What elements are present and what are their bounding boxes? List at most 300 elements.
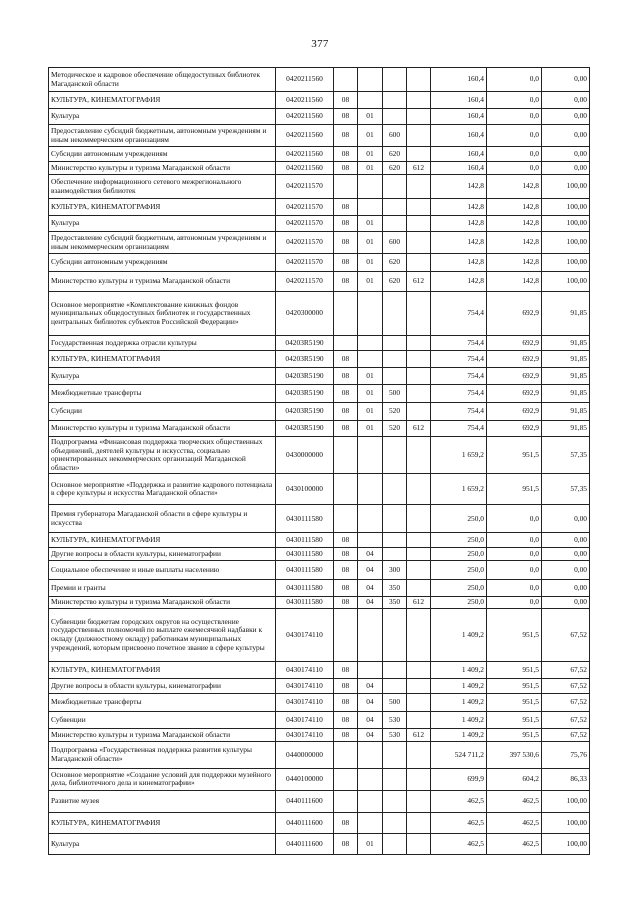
row-expense-type-cell: 350 <box>383 597 407 609</box>
row-subsection-cell: 01 <box>358 272 383 292</box>
row-expense-type-cell: 620 <box>383 162 407 175</box>
table-row <box>49 175 590 199</box>
row-admin-code-cell <box>407 580 431 597</box>
row-name-cell: Подпрограмма «Финансовая поддержка творческих общественных объединений, деятелей культуры и искусства, социально ориентированных некоммерческих организаций Магаданской области» <box>49 437 276 474</box>
row-code-cell: 0420211570 <box>276 272 334 292</box>
row-planned-cell: 160,4 <box>431 109 487 125</box>
row-expense-type-cell <box>383 812 407 833</box>
row-section-cell: 08 <box>334 711 358 728</box>
row-admin-code-cell <box>407 199 431 216</box>
row-section-cell <box>334 768 358 790</box>
row-planned-cell: 142,8 <box>431 175 487 199</box>
page-number: 377 <box>311 38 329 50</box>
row-admin-code-cell: 612 <box>407 597 431 609</box>
row-section-cell: 08 <box>334 109 358 125</box>
row-executed-cell: 0,0 <box>487 92 542 109</box>
row-percent-cell: 0,00 <box>542 597 590 609</box>
row-code-cell: 0440111600 <box>276 833 334 854</box>
row-percent-cell: 100,00 <box>542 272 590 292</box>
row-expense-type-cell: 530 <box>383 711 407 728</box>
row-section-cell: 08 <box>334 421 358 437</box>
row-subsection-cell <box>358 790 383 812</box>
row-name-cell: КУЛЬТУРА, КИНЕМАТОГРАФИЯ <box>49 92 276 109</box>
row-planned-cell: 250,0 <box>431 548 487 561</box>
row-section-cell: 08 <box>334 548 358 561</box>
row-section-cell <box>334 790 358 812</box>
row-planned-cell: 160,4 <box>431 125 487 147</box>
row-subsection-cell: 04 <box>358 561 383 580</box>
row-expense-type-cell <box>383 474 407 505</box>
row-subsection-cell: 01 <box>358 216 383 232</box>
row-percent-cell: 0,00 <box>542 68 590 92</box>
row-code-cell: 0420211570 <box>276 199 334 216</box>
row-subsection-cell: 01 <box>358 109 383 125</box>
row-subsection-cell: 01 <box>358 833 383 854</box>
row-name-cell: Основное мероприятие «Поддержка и развитие кадрового потенциала в сфере культуры и искусства Магаданской области» <box>49 474 276 505</box>
row-percent-cell: 86,33 <box>542 768 590 790</box>
row-percent-cell: 0,00 <box>542 147 590 162</box>
table-row <box>49 92 590 109</box>
row-name-cell: Основное мероприятие «Создание условий для поддержки музейного дела, библиотечного дела и кинематографии» <box>49 768 276 790</box>
row-expense-type-cell <box>383 216 407 232</box>
row-admin-code-cell <box>407 368 431 385</box>
row-code-cell: 0430174110 <box>276 661 334 678</box>
row-section-cell: 08 <box>334 812 358 833</box>
row-subsection-cell <box>358 437 383 474</box>
row-expense-type-cell: 530 <box>383 728 407 741</box>
table-row <box>49 421 590 437</box>
row-section-cell: 08 <box>334 693 358 711</box>
row-executed-cell: 0,0 <box>487 561 542 580</box>
row-subsection-cell <box>358 608 383 661</box>
row-percent-cell: 100,00 <box>542 812 590 833</box>
row-planned-cell: 250,0 <box>431 561 487 580</box>
row-planned-cell: 142,8 <box>431 232 487 254</box>
row-executed-cell: 462,5 <box>487 812 542 833</box>
row-code-cell: 0420211570 <box>276 254 334 272</box>
row-percent-cell: 91,85 <box>542 368 590 385</box>
row-code-cell: 0420211560 <box>276 162 334 175</box>
row-subsection-cell: 01 <box>358 147 383 162</box>
row-code-cell: 0430174110 <box>276 678 334 693</box>
row-expense-type-cell: 620 <box>383 272 407 292</box>
table-row <box>49 693 590 711</box>
row-executed-cell: 142,8 <box>487 272 542 292</box>
row-percent-cell: 0,00 <box>542 162 590 175</box>
row-subsection-cell: 04 <box>358 728 383 741</box>
row-subsection-cell <box>358 812 383 833</box>
row-planned-cell: 250,0 <box>431 580 487 597</box>
table-row <box>49 678 590 693</box>
row-name-cell: Культура <box>49 833 276 854</box>
row-executed-cell: 692,9 <box>487 403 542 421</box>
row-name-cell: Министерство культуры и туризма Магаданской области <box>49 421 276 437</box>
row-planned-cell: 1 409,2 <box>431 693 487 711</box>
row-admin-code-cell <box>407 437 431 474</box>
row-subsection-cell: 01 <box>358 254 383 272</box>
row-subsection-cell <box>358 292 383 336</box>
row-section-cell: 08 <box>334 199 358 216</box>
row-code-cell: 0440111600 <box>276 812 334 833</box>
row-executed-cell: 462,5 <box>487 790 542 812</box>
row-executed-cell: 951,5 <box>487 728 542 741</box>
row-executed-cell: 692,9 <box>487 292 542 336</box>
row-percent-cell: 67,52 <box>542 661 590 678</box>
row-expense-type-cell <box>383 336 407 351</box>
row-admin-code-cell: 612 <box>407 272 431 292</box>
row-code-cell: 0430174110 <box>276 693 334 711</box>
row-executed-cell: 951,5 <box>487 437 542 474</box>
row-name-cell: Субсидии автономным учреждениям <box>49 254 276 272</box>
row-executed-cell: 951,5 <box>487 661 542 678</box>
table-row <box>49 232 590 254</box>
row-code-cell: 0430111580 <box>276 505 334 533</box>
table-row <box>49 561 590 580</box>
row-code-cell: 0430174110 <box>276 711 334 728</box>
table-row <box>49 580 590 597</box>
row-admin-code-cell <box>407 812 431 833</box>
row-subsection-cell <box>358 768 383 790</box>
row-admin-code-cell <box>407 336 431 351</box>
row-section-cell: 08 <box>334 661 358 678</box>
row-code-cell: 0430174110 <box>276 728 334 741</box>
row-name-cell: Культура <box>49 109 276 125</box>
row-planned-cell: 462,5 <box>431 812 487 833</box>
row-planned-cell: 754,4 <box>431 336 487 351</box>
row-expense-type-cell: 300 <box>383 561 407 580</box>
row-percent-cell: 0,00 <box>542 548 590 561</box>
row-admin-code-cell <box>407 175 431 199</box>
row-admin-code-cell <box>407 68 431 92</box>
row-planned-cell: 699,9 <box>431 768 487 790</box>
row-executed-cell: 951,5 <box>487 474 542 505</box>
table-row <box>49 147 590 162</box>
table-row <box>49 548 590 561</box>
row-expense-type-cell <box>383 109 407 125</box>
row-section-cell: 08 <box>334 368 358 385</box>
row-executed-cell: 0,0 <box>487 162 542 175</box>
row-percent-cell: 100,00 <box>542 254 590 272</box>
row-subsection-cell: 01 <box>358 162 383 175</box>
table-row <box>49 505 590 533</box>
row-expense-type-cell: 500 <box>383 385 407 403</box>
row-percent-cell: 0,00 <box>542 109 590 125</box>
row-subsection-cell <box>358 505 383 533</box>
row-executed-cell: 692,9 <box>487 336 542 351</box>
row-code-cell: 0420300000 <box>276 292 334 336</box>
row-executed-cell: 951,5 <box>487 693 542 711</box>
row-code-cell: 0420211560 <box>276 68 334 92</box>
row-name-cell: КУЛЬТУРА, КИНЕМАТОГРАФИЯ <box>49 533 276 548</box>
row-section-cell: 08 <box>334 147 358 162</box>
table-row <box>49 741 590 768</box>
row-admin-code-cell <box>407 693 431 711</box>
row-subsection-cell: 04 <box>358 693 383 711</box>
row-percent-cell: 67,52 <box>542 608 590 661</box>
row-code-cell: 04203R5190 <box>276 421 334 437</box>
row-subsection-cell: 04 <box>358 711 383 728</box>
row-executed-cell: 0,0 <box>487 109 542 125</box>
row-code-cell: 0420211570 <box>276 216 334 232</box>
row-percent-cell: 57,35 <box>542 437 590 474</box>
row-section-cell <box>334 175 358 199</box>
table-row <box>49 812 590 833</box>
table-row <box>49 125 590 147</box>
row-subsection-cell: 04 <box>358 548 383 561</box>
row-admin-code-cell <box>407 741 431 768</box>
row-planned-cell: 1 409,2 <box>431 711 487 728</box>
row-expense-type-cell <box>383 741 407 768</box>
row-expense-type-cell <box>383 199 407 216</box>
row-name-cell: Культура <box>49 216 276 232</box>
row-code-cell: 0430111580 <box>276 561 334 580</box>
row-code-cell: 0440000000 <box>276 741 334 768</box>
row-expense-type-cell: 500 <box>383 693 407 711</box>
row-percent-cell: 67,52 <box>542 678 590 693</box>
table-row <box>49 109 590 125</box>
row-admin-code-cell <box>407 678 431 693</box>
row-percent-cell: 91,85 <box>542 421 590 437</box>
row-percent-cell: 0,00 <box>542 92 590 109</box>
table-row <box>49 368 590 385</box>
row-code-cell: 04203R5190 <box>276 385 334 403</box>
row-section-cell: 08 <box>334 561 358 580</box>
row-subsection-cell: 01 <box>358 368 383 385</box>
row-section-cell <box>334 741 358 768</box>
row-admin-code-cell <box>407 561 431 580</box>
row-section-cell <box>334 608 358 661</box>
row-planned-cell: 1 409,2 <box>431 728 487 741</box>
row-planned-cell: 1 409,2 <box>431 661 487 678</box>
row-name-cell: КУЛЬТУРА, КИНЕМАТОГРАФИЯ <box>49 661 276 678</box>
row-subsection-cell: 04 <box>358 597 383 609</box>
row-percent-cell: 91,85 <box>542 336 590 351</box>
row-planned-cell: 1 659,2 <box>431 437 487 474</box>
row-section-cell <box>334 474 358 505</box>
row-subsection-cell <box>358 351 383 368</box>
row-section-cell: 08 <box>334 678 358 693</box>
row-name-cell: Министерство культуры и туризма Магаданской области <box>49 272 276 292</box>
row-subsection-cell <box>358 661 383 678</box>
row-name-cell: КУЛЬТУРА, КИНЕМАТОГРАФИЯ <box>49 351 276 368</box>
row-percent-cell: 100,00 <box>542 790 590 812</box>
row-admin-code-cell <box>407 147 431 162</box>
row-executed-cell: 397 530,6 <box>487 741 542 768</box>
row-subsection-cell: 01 <box>358 403 383 421</box>
row-name-cell: Министерство культуры и туризма Магаданской области <box>49 162 276 175</box>
row-admin-code-cell <box>407 385 431 403</box>
row-subsection-cell <box>358 68 383 92</box>
row-code-cell: 04203R5190 <box>276 368 334 385</box>
row-expense-type-cell <box>383 608 407 661</box>
row-name-cell: Субсидии автономным учреждениям <box>49 147 276 162</box>
row-code-cell: 0420211560 <box>276 92 334 109</box>
row-expense-type-cell <box>383 790 407 812</box>
row-section-cell <box>334 336 358 351</box>
row-name-cell: Развитие музея <box>49 790 276 812</box>
row-executed-cell: 692,9 <box>487 351 542 368</box>
row-planned-cell: 160,4 <box>431 162 487 175</box>
row-executed-cell: 692,9 <box>487 385 542 403</box>
row-expense-type-cell: 520 <box>383 421 407 437</box>
table-row <box>49 336 590 351</box>
row-code-cell: 0420211560 <box>276 109 334 125</box>
row-executed-cell: 0,0 <box>487 548 542 561</box>
row-expense-type-cell <box>383 175 407 199</box>
row-executed-cell: 462,5 <box>487 833 542 854</box>
row-code-cell: 0430111580 <box>276 580 334 597</box>
row-subsection-cell: 04 <box>358 580 383 597</box>
row-expense-type-cell: 620 <box>383 147 407 162</box>
row-expense-type-cell <box>383 678 407 693</box>
row-admin-code-cell <box>407 711 431 728</box>
table-row <box>49 790 590 812</box>
row-planned-cell: 462,5 <box>431 833 487 854</box>
row-admin-code-cell <box>407 292 431 336</box>
row-admin-code-cell <box>407 790 431 812</box>
row-name-cell: Другие вопросы в области культуры, кинематографии <box>49 678 276 693</box>
row-name-cell: Субвенции <box>49 711 276 728</box>
row-executed-cell: 0,0 <box>487 68 542 92</box>
row-planned-cell: 142,8 <box>431 216 487 232</box>
table-row <box>49 351 590 368</box>
row-executed-cell: 142,8 <box>487 254 542 272</box>
row-code-cell: 0420211560 <box>276 125 334 147</box>
row-code-cell: 0420211560 <box>276 147 334 162</box>
row-name-cell: КУЛЬТУРА, КИНЕМАТОГРАФИЯ <box>49 812 276 833</box>
row-section-cell: 08 <box>334 125 358 147</box>
row-name-cell: Культура <box>49 368 276 385</box>
row-expense-type-cell <box>383 505 407 533</box>
row-percent-cell: 67,52 <box>542 693 590 711</box>
table-row <box>49 474 590 505</box>
row-planned-cell: 754,4 <box>431 421 487 437</box>
row-section-cell: 08 <box>334 403 358 421</box>
row-code-cell: 0420211570 <box>276 175 334 199</box>
row-planned-cell: 160,4 <box>431 92 487 109</box>
row-section-cell: 08 <box>334 351 358 368</box>
row-code-cell: 04203R5190 <box>276 336 334 351</box>
row-planned-cell: 250,0 <box>431 533 487 548</box>
row-subsection-cell <box>358 175 383 199</box>
row-name-cell: Премии и гранты <box>49 580 276 597</box>
row-percent-cell: 100,00 <box>542 216 590 232</box>
row-section-cell: 08 <box>334 216 358 232</box>
row-percent-cell: 0,00 <box>542 561 590 580</box>
row-subsection-cell <box>358 199 383 216</box>
row-section-cell: 08 <box>334 728 358 741</box>
row-executed-cell: 142,8 <box>487 216 542 232</box>
row-admin-code-cell <box>407 403 431 421</box>
row-expense-type-cell <box>383 292 407 336</box>
row-planned-cell: 160,4 <box>431 147 487 162</box>
row-percent-cell: 67,52 <box>542 728 590 741</box>
row-code-cell: 04203R5190 <box>276 403 334 421</box>
row-name-cell: Субвенции бюджетам городских округов на осуществление государственных полномочий по выплате ежемесячной надбавки к окладу (должностному окладу) работникам муниципальных учреждений, которым присвоено почетное звание в сфере культуры <box>49 608 276 661</box>
row-expense-type-cell <box>383 661 407 678</box>
table-row <box>49 597 590 609</box>
row-subsection-cell: 01 <box>358 232 383 254</box>
row-code-cell: 04203R5190 <box>276 351 334 368</box>
row-executed-cell: 951,5 <box>487 678 542 693</box>
table-row <box>49 272 590 292</box>
row-admin-code-cell <box>407 548 431 561</box>
row-planned-cell: 142,8 <box>431 254 487 272</box>
row-admin-code-cell <box>407 125 431 147</box>
row-expense-type-cell <box>383 437 407 474</box>
table-row <box>49 661 590 678</box>
row-section-cell: 08 <box>334 533 358 548</box>
table-row <box>49 437 590 474</box>
row-admin-code-cell <box>407 351 431 368</box>
row-name-cell: Предоставление субсидий бюджетным, автономным учреждениям и иным некоммерческим организациям <box>49 125 276 147</box>
row-planned-cell: 1 409,2 <box>431 678 487 693</box>
table-body <box>49 68 590 855</box>
row-executed-cell: 604,2 <box>487 768 542 790</box>
row-section-cell: 08 <box>334 597 358 609</box>
row-planned-cell: 250,0 <box>431 597 487 609</box>
row-subsection-cell <box>358 92 383 109</box>
table-row <box>49 768 590 790</box>
row-expense-type-cell <box>383 833 407 854</box>
row-percent-cell: 57,35 <box>542 474 590 505</box>
row-expense-type-cell: 600 <box>383 125 407 147</box>
row-name-cell: Обеспечение информационного сетевого межрегионального взаимодействия библиотек <box>49 175 276 199</box>
row-expense-type-cell <box>383 368 407 385</box>
row-section-cell: 08 <box>334 833 358 854</box>
row-percent-cell: 100,00 <box>542 175 590 199</box>
row-executed-cell: 0,0 <box>487 505 542 533</box>
row-executed-cell: 0,0 <box>487 147 542 162</box>
row-executed-cell: 951,5 <box>487 608 542 661</box>
row-section-cell: 08 <box>334 254 358 272</box>
table-row <box>49 608 590 661</box>
row-expense-type-cell: 620 <box>383 254 407 272</box>
row-executed-cell: 692,9 <box>487 368 542 385</box>
row-admin-code-cell <box>407 661 431 678</box>
row-subsection-cell <box>358 474 383 505</box>
row-planned-cell: 462,5 <box>431 790 487 812</box>
row-section-cell: 08 <box>334 232 358 254</box>
row-executed-cell: 142,8 <box>487 232 542 254</box>
row-subsection-cell <box>358 533 383 548</box>
table-row <box>49 728 590 741</box>
row-planned-cell: 754,4 <box>431 368 487 385</box>
row-name-cell: Государственная поддержка отрасли культуры <box>49 336 276 351</box>
table-row <box>49 833 590 854</box>
row-percent-cell: 75,76 <box>542 741 590 768</box>
row-percent-cell: 67,52 <box>542 711 590 728</box>
row-name-cell: Министерство культуры и туризма Магаданской области <box>49 728 276 741</box>
row-planned-cell: 754,4 <box>431 385 487 403</box>
row-section-cell <box>334 292 358 336</box>
row-admin-code-cell <box>407 768 431 790</box>
row-admin-code-cell <box>407 608 431 661</box>
budget-table <box>48 67 590 855</box>
table-row <box>49 254 590 272</box>
row-admin-code-cell <box>407 216 431 232</box>
row-percent-cell: 100,00 <box>542 232 590 254</box>
row-admin-code-cell: 612 <box>407 728 431 741</box>
row-planned-cell: 160,4 <box>431 68 487 92</box>
row-name-cell: Субсидии <box>49 403 276 421</box>
table-row <box>49 68 590 92</box>
table-row <box>49 711 590 728</box>
row-planned-cell: 754,4 <box>431 292 487 336</box>
row-expense-type-cell <box>383 533 407 548</box>
row-expense-type-cell <box>383 768 407 790</box>
row-section-cell: 08 <box>334 580 358 597</box>
